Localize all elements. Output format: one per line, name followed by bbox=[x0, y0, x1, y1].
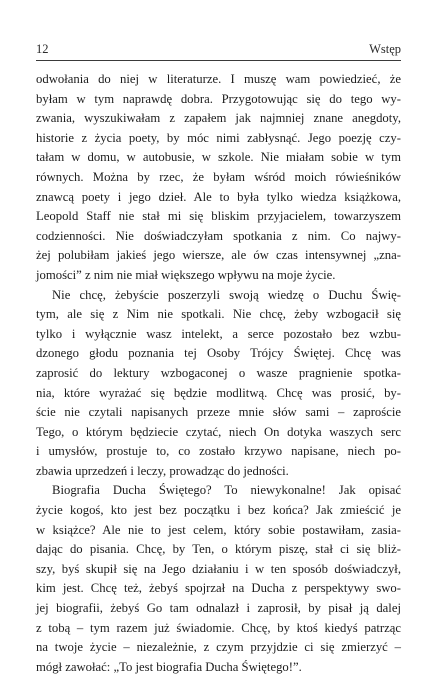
text-line: w książce? Ale nie to jest celem, który sobie postawiłam, zasia- bbox=[36, 522, 401, 537]
page-header bbox=[36, 40, 401, 58]
text-line: z tobą – tym razem już świadomie. Chcę, by ktoś kiedyś patrząc bbox=[36, 620, 401, 635]
text-line: dając do pisania. Chcę, by Ten, o którym piszę, stał ci się bliż- bbox=[36, 542, 401, 557]
body-text bbox=[36, 70, 401, 677]
text-line: nia, które wyrażać się będzie modlitwą. Chcę was prosić, by- bbox=[36, 385, 401, 400]
text-line: życie kogoś, kto jest bez początku i bez końca? Jak zmieścić je bbox=[36, 503, 401, 518]
text-line: szy, byś skupił się na Jego działaniu i w ten sposób doświadczył, bbox=[36, 561, 401, 576]
text-line: równych. Można by rzec, że byłam wśród moich rówieśników bbox=[36, 169, 401, 184]
text-line: Nie chcę, żebyście poszerzyli swoją wiedzę o Duchu Świę- bbox=[52, 287, 401, 302]
text-line: odwołania do niej w literaturze. I muszę wam powiedzieć, że bbox=[36, 72, 401, 86]
text-line: dzonego głodu poznania tej Osoby Trójcy Świętej. Chcę was bbox=[36, 346, 401, 361]
text-line: i umysłów, prostuje to, co zostało krzywo napisane, niech po- bbox=[36, 444, 401, 459]
text-line: na twoje życie – niezależnie, z czym przyjdzie ci się zmierzyć – bbox=[36, 640, 401, 655]
text-line: ście nie czytali napisanych przeze mnie słów sami – zaproście bbox=[36, 405, 401, 420]
text-line: codzienności. Nie doświadczyłam spotkania z nim. Co najwy- bbox=[36, 228, 401, 243]
text-line: tałam w domu, w autobusie, w szkole. Nie miałam sobie w tym bbox=[36, 150, 401, 165]
running-head-chapter-title: Wstęp bbox=[369, 42, 401, 56]
paragraph bbox=[36, 70, 401, 286]
text-line: zaprosić do lektury wzbogaconej o wasze pragnienie spotka- bbox=[36, 365, 401, 380]
text-line: zwania, wyszukiwałam z zapałem jak najmniej znane anegdoty, bbox=[36, 111, 401, 126]
text-line: byłam w tym naprawdę dobra. Przygotowując się do tego wy- bbox=[36, 91, 401, 106]
text-line: żej polubiłam jakieś jego wiersze, ale ów czas intensywnej „zna- bbox=[36, 248, 401, 263]
text-line: mógł zawołać: „To jest biografia Ducha Świętego!”. bbox=[36, 659, 302, 674]
text-line: tym, ale się z Nim nie spotkali. Nie chcę, żeby wzbogacił się bbox=[36, 307, 401, 322]
page-number: 12 bbox=[36, 42, 49, 56]
text-line: Leopold Staff nie stał mi się bliskim przyjacielem, towarzyszem bbox=[36, 209, 401, 224]
text-line: Tego, o którym będziecie czytać, niech On dotyka waszych serc bbox=[36, 424, 401, 439]
text-line: tylko i wyłącznie wasz intelekt, a serce pozostało bez wzbu- bbox=[36, 326, 401, 341]
text-line: zbawia uprzedzeń i leczy, prowadząc do jedności. bbox=[36, 463, 289, 478]
header-rule bbox=[36, 60, 401, 61]
text-line: jej biografii, żebyś Go tam odnalazł i zaprosił, by pisał ją dalej bbox=[36, 601, 401, 616]
text-line: kim jest. Chcę też, żebyś spojrzał na Ducha z perspektywy swo- bbox=[36, 581, 401, 596]
text-line: historie z życia poety, by móc nimi zabłysnąć. Jego poezję czy- bbox=[36, 130, 401, 145]
text-line: jomości” z nim nie miał większego wpływu na moje życie. bbox=[36, 267, 336, 282]
paragraph bbox=[36, 481, 401, 677]
text-line: Biografia Ducha Świętego? To niewykonalne! Jak opisać bbox=[52, 483, 401, 498]
paragraph bbox=[36, 286, 401, 482]
text-line: znawcą poety i jego dzieł. Ale to była tylko wiedza książkowa, bbox=[36, 189, 401, 204]
